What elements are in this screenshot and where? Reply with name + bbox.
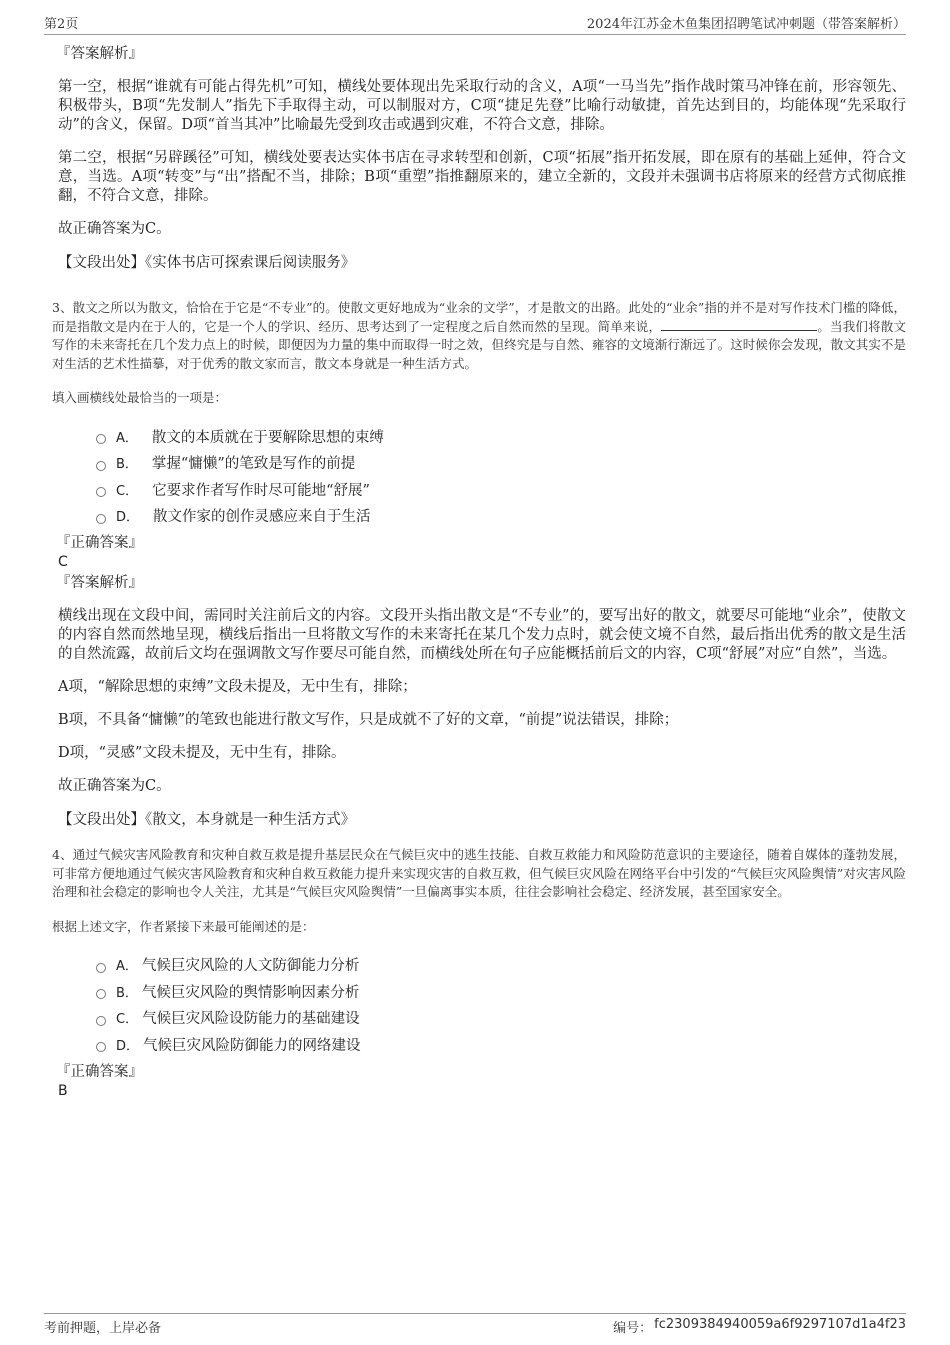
question-3-options (96, 423, 906, 529)
footer-slogan: 考前押题，上岸必备 (44, 1321, 162, 1336)
radio-icon[interactable] (96, 1016, 106, 1026)
option-b[interactable]: B． 掌握“慵懒”的笔致是写作的前提 (96, 450, 906, 477)
radio-icon[interactable] (96, 989, 106, 999)
analysis-conclusion: 故正确答案为C。 (58, 778, 171, 794)
document-code (613, 1317, 906, 1335)
radio-icon[interactable] (96, 963, 106, 973)
analysis-heading: 『答案解析』 (56, 575, 143, 591)
option-b[interactable]: B． 气候巨灾风险的舆情影响因素分析 (96, 978, 906, 1005)
option-a[interactable]: A． 气候巨灾风险的人文防御能力分析 (96, 952, 906, 979)
option-d[interactable]: D． 散文作家的创作灵感应来自于生活 (96, 503, 906, 530)
analysis-heading: 『答案解析』 (56, 46, 143, 62)
option-a[interactable]: A． 散文的本质就在于要解除思想的束缚 (96, 423, 906, 450)
page-number: 第2页 (44, 17, 79, 32)
question-4-text: 4、通过气候灾害风险教育和灾种自救互救是提升基层民众在气候巨灾中的逃生技能、自救互救能力和风险防范意识的主要途径，随着自媒体的蓬勃发展，可非常方便地通过气候灾害风险教育和灾种自救互救能力提升来实现灾害的自救互救，但气候巨灾风险在网络平台中引发的“气候巨灾风险舆情”对灾害风险治理和社会稳定的影响也令人关注，尤其是“气候巨灾风险舆情”一旦偏离事实本质，往往会影响社会稳定、经济发展，甚至国家安全。 (52, 847, 906, 899)
document-code-label: 编号： (613, 1321, 653, 1336)
answer-heading: 『正确答案』 (56, 535, 143, 551)
page-content (52, 44, 906, 1100)
page-footer (44, 1313, 906, 1335)
answer-heading: 『正确答案』 (56, 1063, 143, 1080)
question-3-prompt: 填入画横线处最恰当的一项是： (52, 390, 228, 405)
document-code-value: fc2309384940059a6f9297107d1a4f23 (654, 1317, 906, 1332)
analysis-paragraph: B项，不具备“慵懒”的笔致也能进行散文写作，只是成就不了好的文章，“前提”说法错误，排除； (58, 712, 679, 728)
analysis-paragraph: A项，“解除思想的束缚”文段未提及，无中生有，排除； (58, 679, 417, 695)
radio-icon[interactable] (96, 1042, 106, 1052)
analysis-conclusion: 故正确答案为C。 (58, 221, 171, 237)
option-d[interactable]: D． 气候巨灾风险防御能力的网络建设 (96, 1031, 906, 1058)
radio-icon[interactable] (96, 487, 106, 497)
question-3-text: 3、散文之所以为散文，恰恰在于它是“不专业”的。使散文更好地成为“业余的文学”，才是散文的出路。此处的“业余”指的并不是对写作技术门槛的降低，而是指散文是内在于人的，它是一个人的学识、经历、思考达到了一定程度之后自然而然的呈现。简单来说， 。当我们将散文写作的未来寄托在几个发力点上的时候，即便因为力量的集中而取得一时之效，但终究是与自然、雍容的文境渐行渐远了。这时候你会发现，散文其实不是对生活的艺术性描摹，对于优秀的散文家而言，散文本身就是一种生活方式。 (52, 300, 906, 371)
analysis-paragraph: 横线出现在文段中间，需同时关注前后文的内容。文段开头指出散文是“不专业”的，要写出好的散文，就要尽可能地“业余”，使散文的内容自然而然地呈现，横线后指出一旦将散文写作的未来寄托在某几个发力点时，就会使文境不自然，最后指出优秀的散文是生活的自然流露，故前后文均在强调散文写作要尽可能自然，而横线处所在句子应能概括前后文的内容，C项“舒展”对应“自然”，当选。 (58, 608, 906, 662)
page-header (44, 14, 906, 35)
passage-source: 【文段出处】《实体书店可探索课后阅读服务》 (58, 255, 356, 271)
option-c[interactable]: C． 气候巨灾风险设防能力的基础建设 (96, 1005, 906, 1032)
radio-icon[interactable] (96, 461, 106, 471)
document-title: 2024年江苏金木鱼集团招聘笔试冲刺题（带答案解析） (586, 17, 906, 32)
fill-in-blank (661, 318, 817, 331)
analysis-paragraph: 第一空，根据“谁就有可能占得先机”可知，横线处要体现出先采取行动的含义，A项“一马当先”指作战时策马冲锋在前，形容领先、积极带头，B项“先发制人”指先下手取得主动，可以制服对方，C项“捷足先登”比喻行动敏捷，首先达到目的，均能体现“先采取行动”的含义，保留。D项“首当其冲”比喻最先受到攻击或遇到灾难，不符合文意，排除。 (58, 79, 906, 133)
question-4-prompt: 根据上述文字，作者紧接下来最可能阐述的是： (52, 918, 315, 934)
analysis-paragraph: D项，“灵感”文段未提及，无中生有，排除。 (58, 745, 346, 761)
question-4-options (96, 952, 906, 1058)
correct-answer: B (58, 1082, 68, 1099)
option-c[interactable]: C． 它要求作者写作时尽可能地“舒展” (96, 476, 906, 503)
passage-source: 【文段出处】《散文，本身就是一种生活方式》 (58, 812, 356, 828)
analysis-paragraph: 第二空，根据“另辟蹊径”可知，横线处要表达实体书店在寻求转型和创新，C项“拓展”指开拓发展，即在原有的基础上延伸，符合文意，当选。A项“转变”与“出”搭配不当，排除；B项“重塑”指推翻原来的，建立全新的，文段并未强调书店将原来的经营方式彻底推翻，不符合文意，排除。 (58, 150, 906, 204)
correct-answer: C (58, 554, 68, 570)
radio-icon[interactable] (96, 514, 106, 524)
radio-icon[interactable] (96, 434, 106, 444)
